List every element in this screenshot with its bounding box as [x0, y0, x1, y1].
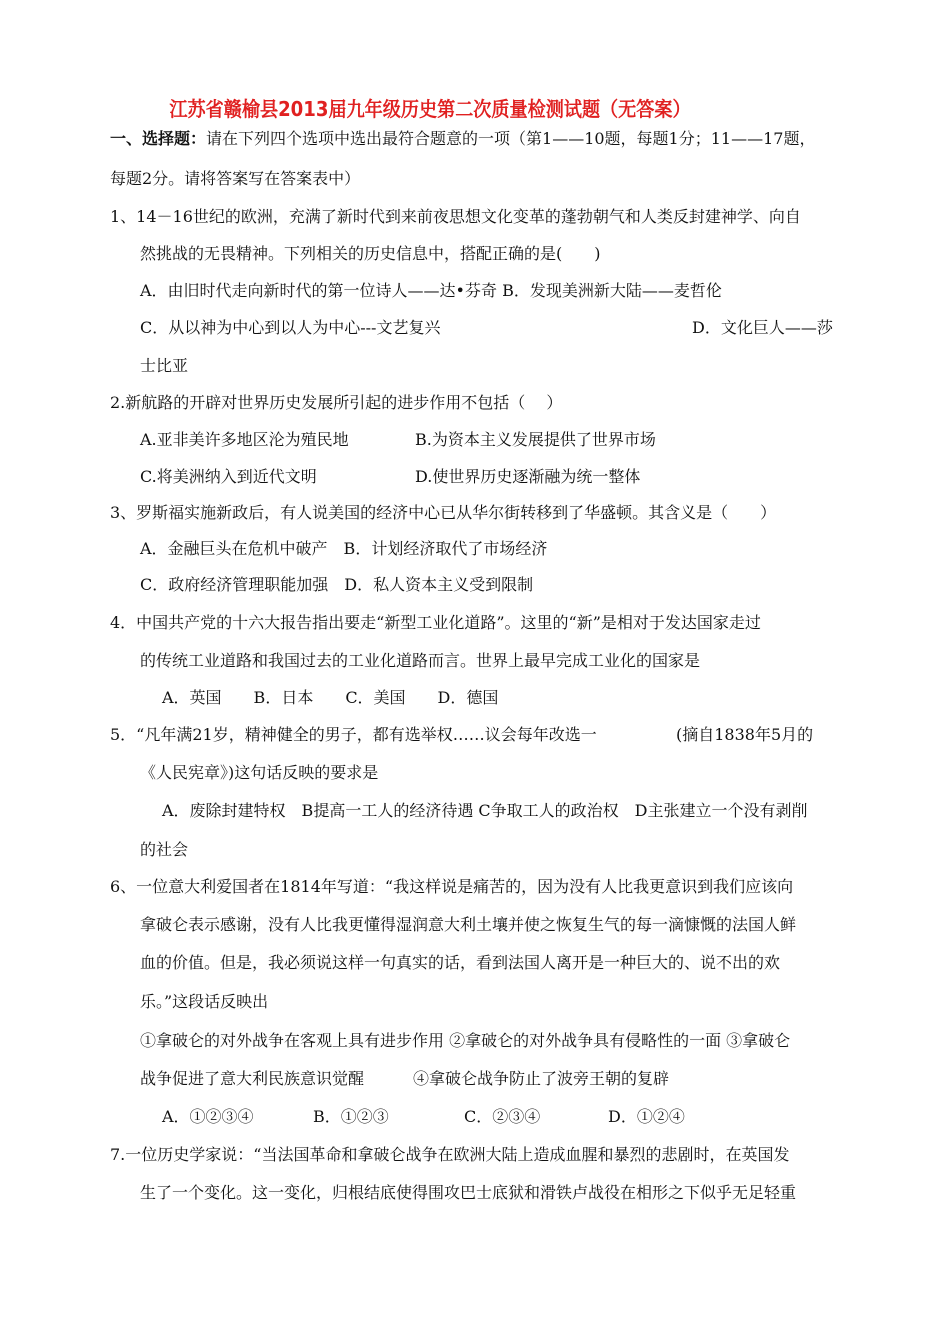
q1-option-d-cont: 士比亚: [140, 356, 189, 375]
q2-option-a: A.亚非美许多地区沦为殖民地: [140, 430, 349, 449]
q7-stem-line-2: 生了一个变化。这一变化，归根结底使得围攻巴士底狱和滑铁卢战役在相形之下似乎无足轻重: [140, 1183, 797, 1202]
q2-option-d: D.使世界历史逐渐融为统一整体: [415, 467, 641, 486]
q6-stem-line-1: 6、一位意大利爱国者在1814年写道：“我这样说是痛苦的，因为没有人比我更意识到我们应该向: [110, 877, 794, 896]
q6-option-c: C．②③④: [464, 1107, 541, 1126]
section-intro-line-2: 每题2分。请将答案写在答案表中）: [110, 169, 361, 188]
q4-stem-line-1: 4．中国共产党的十六大报告指出要走“新型工业化道路”。这里的“新”是相对于发达国家走过: [110, 613, 761, 632]
q6-option-a: A．①②③④: [162, 1107, 254, 1126]
q5-stem-line-1-source: (摘自1838年5月的: [676, 725, 814, 744]
q3-stem: 3、罗斯福实施新政后，有人说美国的经济中心已从华尔街转移到了华盛顿。其含义是（ ）: [110, 503, 777, 522]
q3-options-ab: A．金融巨头在危机中破产 B．计划经济取代了市场经济: [140, 539, 548, 558]
q6-item-4: ④拿破仑战争防止了波旁王朝的复辟: [413, 1069, 670, 1088]
q7-stem-line-1: 7.一位历史学家说：“当法国革命和拿破仑战争在欧洲大陆上造成血腥和暴烈的悲剧时，在英国发: [110, 1145, 790, 1164]
q6-option-b: B．①②③: [313, 1107, 389, 1126]
q4-stem-line-2: 的传统工业道路和我国过去的工业化道路而言。世界上最早完成工业化的国家是: [140, 651, 701, 670]
section-heading: 一、选择题：: [110, 129, 207, 148]
q6-option-d: D．①②④: [608, 1107, 685, 1126]
q6-stem-line-4: 乐。”这段话反映出: [140, 992, 269, 1011]
q2-option-b: B.为资本主义发展提供了世界市场: [415, 430, 656, 449]
q1-option-d: D．文化巨人——莎: [692, 318, 833, 337]
q1-option-c: C．从以神为中心到以人为中心---文艺复兴: [140, 318, 441, 337]
q6-stem-line-2: 拿破仑表示感谢，没有人比我更懂得湿润意大利土壤并使之恢复生气的每一滴慷慨的法国人鲜: [140, 915, 797, 934]
q2-stem: 2.新航路的开辟对世界历史发展所引起的进步作用不包括（ ）: [110, 393, 563, 412]
q1-stem-line-1: 1、14－16世纪的欧洲，充满了新时代到来前夜思想文化变革的蓬勃朝气和人类反封建神学、向自: [110, 207, 801, 226]
q2-option-c: C.将美洲纳入到近代文明: [140, 467, 317, 486]
q1-stem-line-2: 然挑战的无畏精神。下列相关的历史信息中，搭配正确的是( ): [140, 244, 601, 263]
q3-options-cd: C．政府经济管理职能加强 D．私人资本主义受到限制: [140, 575, 534, 594]
section-intro-line-1: [110, 128, 815, 150]
section-intro-text: 请在下列四个选项中选出最符合题意的一项（第1——10题，每题1分；11——17题，: [206, 129, 816, 148]
q6-items-line-1: ①拿破仑的对外战争在客观上具有进步作用 ②拿破仑的对外战争具有侵略性的一面 ③拿破仑: [140, 1031, 791, 1050]
q5-options: A．废除封建特权 B提高一工人的经济待遇 C争取工人的政治权 D主张建立一个没有剥削: [162, 801, 808, 820]
q6-item-3-cont: 战争促进了意大利民族意识觉醒: [140, 1069, 365, 1088]
q5-stem-line-1: 5．“凡年满21岁，精神健全的男子，都有选举权……议会每年改选一: [110, 725, 597, 744]
q5-options-cont: 的社会: [140, 840, 189, 859]
q5-stem-line-2: 《人民宪章》)这句话反映的要求是: [140, 763, 379, 782]
q4-options: A．英国 B．日本 C．美国 D．德国: [162, 688, 499, 707]
document-title: 江苏省赣榆县2013届九年级历史第二次质量检测试题（无答案）: [169, 97, 691, 121]
q1-options-ab: A．由旧时代走向新时代的第一位诗人——达•芬奇 B．发现美洲新大陆——麦哲伦: [140, 281, 722, 300]
q6-stem-line-3: 血的价值。但是，我必须说这样一句真实的话，看到法国人离开是一种巨大的、说不出的欢: [140, 953, 781, 972]
